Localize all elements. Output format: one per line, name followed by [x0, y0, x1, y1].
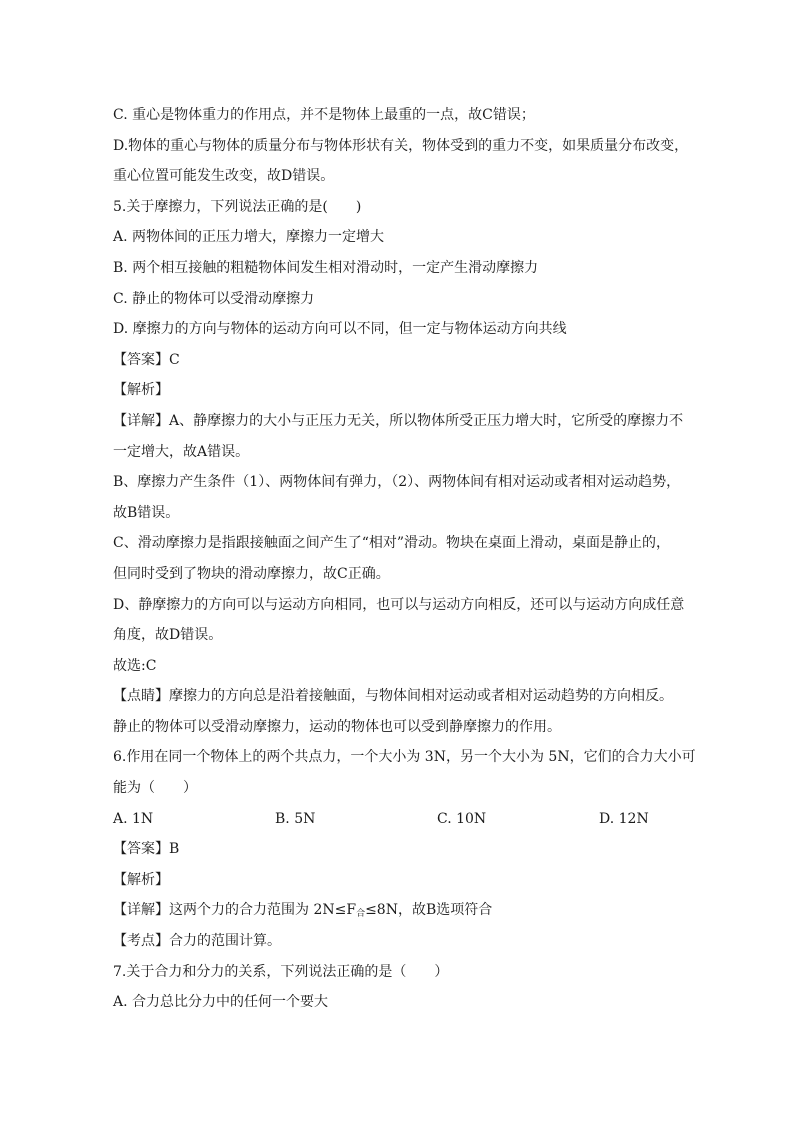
- text-line: D、静摩擦力的方向可以与运动方向相同，也可以与运动方向相反，还可以与运动方向成任意: [113, 596, 685, 613]
- text-line: 重心位置可能发生改变，故D错误。: [113, 168, 335, 185]
- text-line: 静止的物体可以受滑动摩擦力，运动的物体也可以受到静摩擦力的作用。: [113, 718, 561, 735]
- text-line: C、滑动摩擦力是指跟接触面之间产生了“相对”滑动。物块在桌面上滑动，桌面是静止的，: [113, 535, 671, 552]
- question-7-stem: 7.关于合力和分力的关系，下列说法正确的是（ ）: [113, 963, 449, 980]
- question-5-option-a: A. 两物体间的正压力增大，摩擦力一定增大: [113, 229, 385, 246]
- analysis-label: 【解析】: [113, 382, 169, 399]
- subscript-he: 合: [356, 909, 366, 920]
- text-line: 故选:C: [113, 657, 157, 674]
- topic-line: 【考点】合力的范围计算。: [113, 933, 281, 950]
- question-5-option-d: D. 摩擦力的方向与物体的运动方向可以不同，但一定与物体运动方向共线: [113, 321, 567, 338]
- question-5-stem: 5.关于摩擦力，下列说法正确的是( ): [113, 198, 362, 215]
- text-line: 一定增大，故A错误。: [113, 443, 250, 460]
- text-line: 故B错误。: [113, 504, 180, 521]
- question-6-option-a: A. 1N: [113, 810, 154, 827]
- text-line: D.物体的重心与物体的质量分布与物体形状有关，物体受到的重力不变，如果质量分布改变，: [113, 137, 689, 154]
- text-line: B、摩擦力产生条件（1）、两物体间有弹力，（2）、两物体间有相对运动或者相对运动趋势，: [113, 474, 681, 491]
- answer-label: 【答案】B: [113, 841, 180, 858]
- analysis-label: 【解析】: [113, 871, 169, 888]
- detail-text-b: ≤8N，故B选项符合: [365, 902, 493, 919]
- text-line: 【点睛】摩擦力的方向总是沿着接触面，与物体间相对运动或者相对运动趋势的方向相反。: [113, 688, 673, 705]
- question-6-option-d: D. 12N: [599, 810, 649, 827]
- question-5-option-b: B. 两个相互接触的粗糙物体间发生相对滑动时，一定产生滑动摩擦力: [113, 259, 539, 276]
- document-body: [113, 100, 696, 1018]
- question-5-option-c: C. 静止的物体可以受滑动摩擦力: [113, 290, 315, 307]
- text-line: 【详解】A、静摩擦力的大小与正压力无关，所以物体所受正压力增大时，它所受的摩擦力不: [113, 412, 684, 429]
- question-6-option-c: C. 10N: [437, 810, 487, 827]
- answer-label: 【答案】C: [113, 351, 180, 368]
- detail-text-a: 【详解】这两个力的合力范围为 2N≤F: [113, 902, 357, 919]
- detail-line: [113, 895, 685, 926]
- text-line: 角度，故D错误。: [113, 627, 223, 644]
- question-6-options: [113, 804, 685, 835]
- text-line: C. 重心是物体重力的作用点，并不是物体上最重的一点，故C错误；: [113, 107, 535, 123]
- question-6-stem: 6.作用在同一个物体上的两个共点力，一个大小为 3N，另一个大小为 5N，它们的合力大小可: [113, 749, 696, 766]
- text-line: 但同时受到了物块的滑动摩擦力，故C正确。: [113, 565, 390, 582]
- question-6-option-b: B. 5N: [275, 810, 316, 827]
- question-6-stem-cont: 能为（ ）: [113, 780, 197, 797]
- question-7-option-a: A. 合力总比分力中的任何一个要大: [113, 994, 329, 1011]
